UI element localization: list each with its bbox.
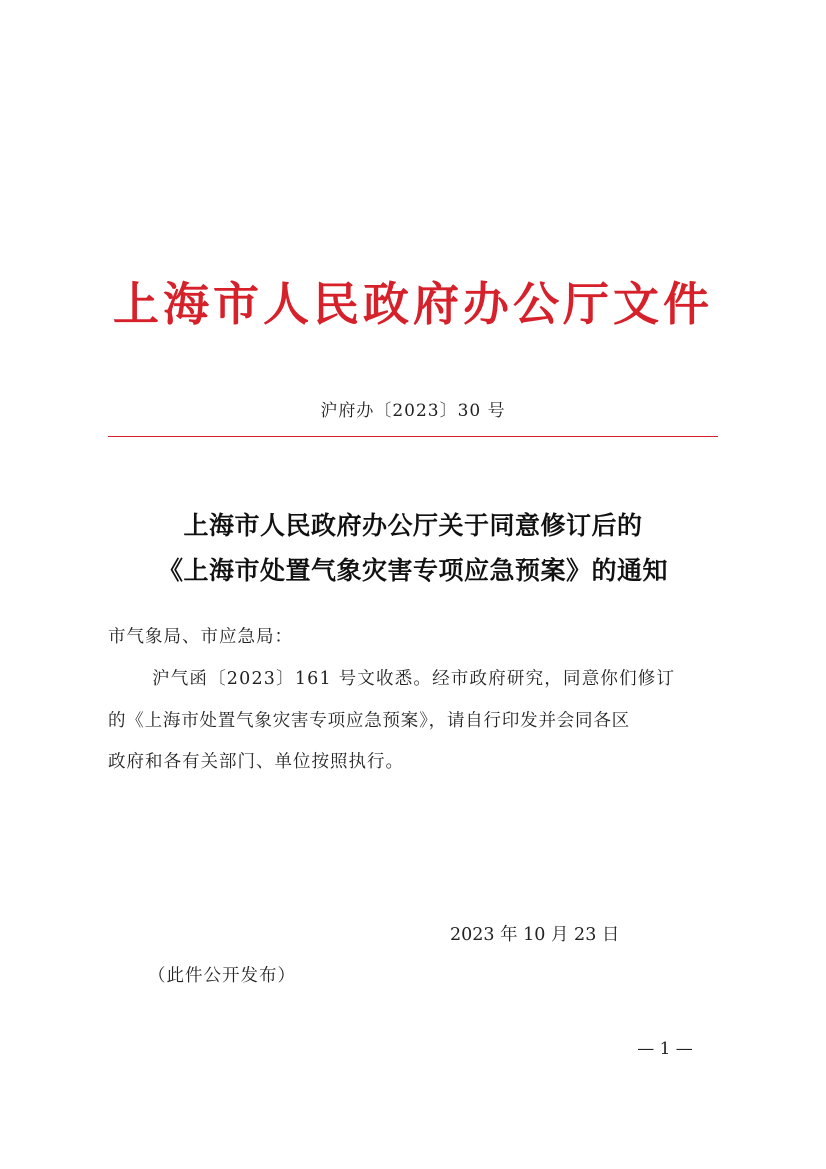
salutation: 市气象局、市应急局： bbox=[108, 627, 293, 647]
body-line-3: 政府和各有关部门、单位按照执行。 bbox=[108, 752, 404, 772]
page-number: — 1 — bbox=[637, 1039, 693, 1059]
issue-date: 2023 年 10 月 23 日 bbox=[450, 925, 620, 945]
body-line-1: 沪气函〔2023〕161 号文收悉。经市政府研究，同意你们修订 bbox=[152, 669, 676, 689]
body-line-2: 的《上海市处置气象灾害专项应急预案》，请自行印发并会同各区 bbox=[108, 711, 630, 731]
document-title-line-1: 上海市人民政府办公厅关于同意修订后的 bbox=[183, 511, 643, 540]
document-title-line-2: 《上海市处置气象灾害专项应急预案》的通知 bbox=[157, 556, 668, 585]
document-number: 沪府办〔2023〕30 号 bbox=[320, 401, 506, 421]
red-separator-line bbox=[108, 436, 718, 437]
document-masthead: 上海市人民政府办公厅文件 bbox=[113, 277, 713, 331]
publication-note: （此件公开发布） bbox=[148, 966, 296, 986]
